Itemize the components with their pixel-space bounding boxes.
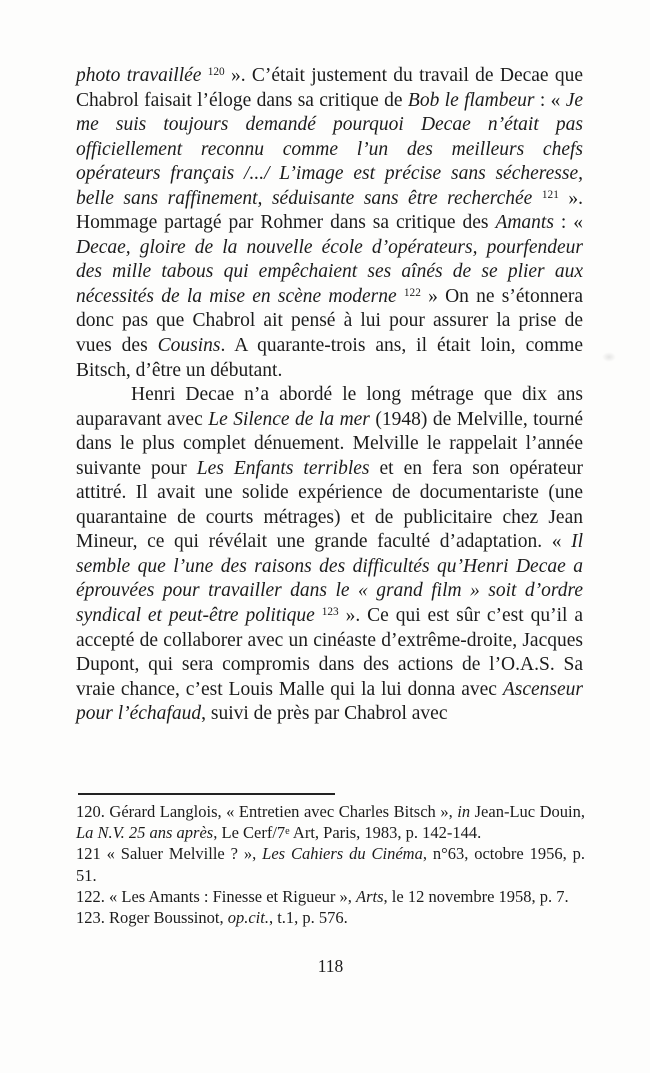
footnote-ref: 122: [403, 287, 421, 300]
footnote-ref: 120: [207, 66, 225, 79]
page-number: 118: [317, 956, 344, 976]
paragraph: Henri Decae n’a abordé le long métrage que dix ans auparavant avec Le Silence de la mer (1948) de Melville, tourné dans le plus complet dénuement. Melville le rappelait l’année suivante pour Les Enfants terribles et en fera son opérateur attitré. Il avait une solide expérience de documentariste (une quarantaine de courts métrages) et de publicitaire chez Jean Mineur, ce qui révélait une grande faculté d’adaptation. « Il semble que l’une des raisons des difficultés qu’Henri Decae a éprouvées pour travailler dans le « grand film » soit d’ordre syndical et peut-être politique $^{123}$ ». Ce qui est sûr c’est qu’il a accepté de collaborer avec un cinéaste d’extrême-droite, Jacques Dupont, qui sera compromis dans des actions de l’O.A.S. Sa vraie chance, c’est Louis Malle qui la lui donna avec Ascenseur pour l’échafaud, suivi de près par Chabrol avec: [76, 384, 584, 725]
footnote: 120. Gérard Langlois, « Entretien avec Charles Bitsch », in Jean-Luc Douin, La N.V. 25 ans après, Le Cerf/7e Art, Paris, 1983, p. 142-144.: [76, 802, 586, 843]
footnote-ref: 121: [541, 189, 559, 202]
body-text: [76, 64, 583, 727]
footnote-ref: e: [285, 825, 290, 837]
scan-smudge: [602, 352, 616, 362]
footnotes: [76, 801, 585, 928]
footnote-ref: 123: [321, 606, 339, 619]
footnote: 122. « Les Amants : Finesse et Rigueur », Arts, le 12 novembre 1958, p. 7.: [76, 886, 569, 906]
footnote: 121 « Saluer Melville ? », Les Cahiers du Cinéma, n°63, octobre 1956, p. 51.: [76, 844, 585, 885]
paragraph: photo travaillée $^{120}$ ». C’était justement du travail de Decae que Chabrol faisait l’éloge dans sa critique de Bob le flambeur : « Je me suis toujours demandé pourquoi Decae n’était pas officiellement reconnu comme l’un des meilleurs chefs opérateurs français /.../ L’image est précise sans sécheresse, belle sans raffinement, séduisante sans être recherchée $^{121}$ ». Hommage partagé par Rohmer dans sa critique des Amants : « Decae, gloire de la nouvelle école d’opérateurs, pourfendeur des mille tabous qui empêchaient ses aînés de se plier aux nécessités de la mise en scène moderne $^{122}$ » On ne s’étonnera donc pas que Chabrol ait pensé à lui pour assurer la prise de vues des Cousins. A quarante-trois ans, il était loin, comme Bitsch, d’être un débutant.: [76, 65, 584, 381]
footnote: 123. Roger Boussinot, op.cit., t.1, p. 576.: [76, 908, 348, 928]
footnote-separator-rule: [78, 793, 335, 795]
